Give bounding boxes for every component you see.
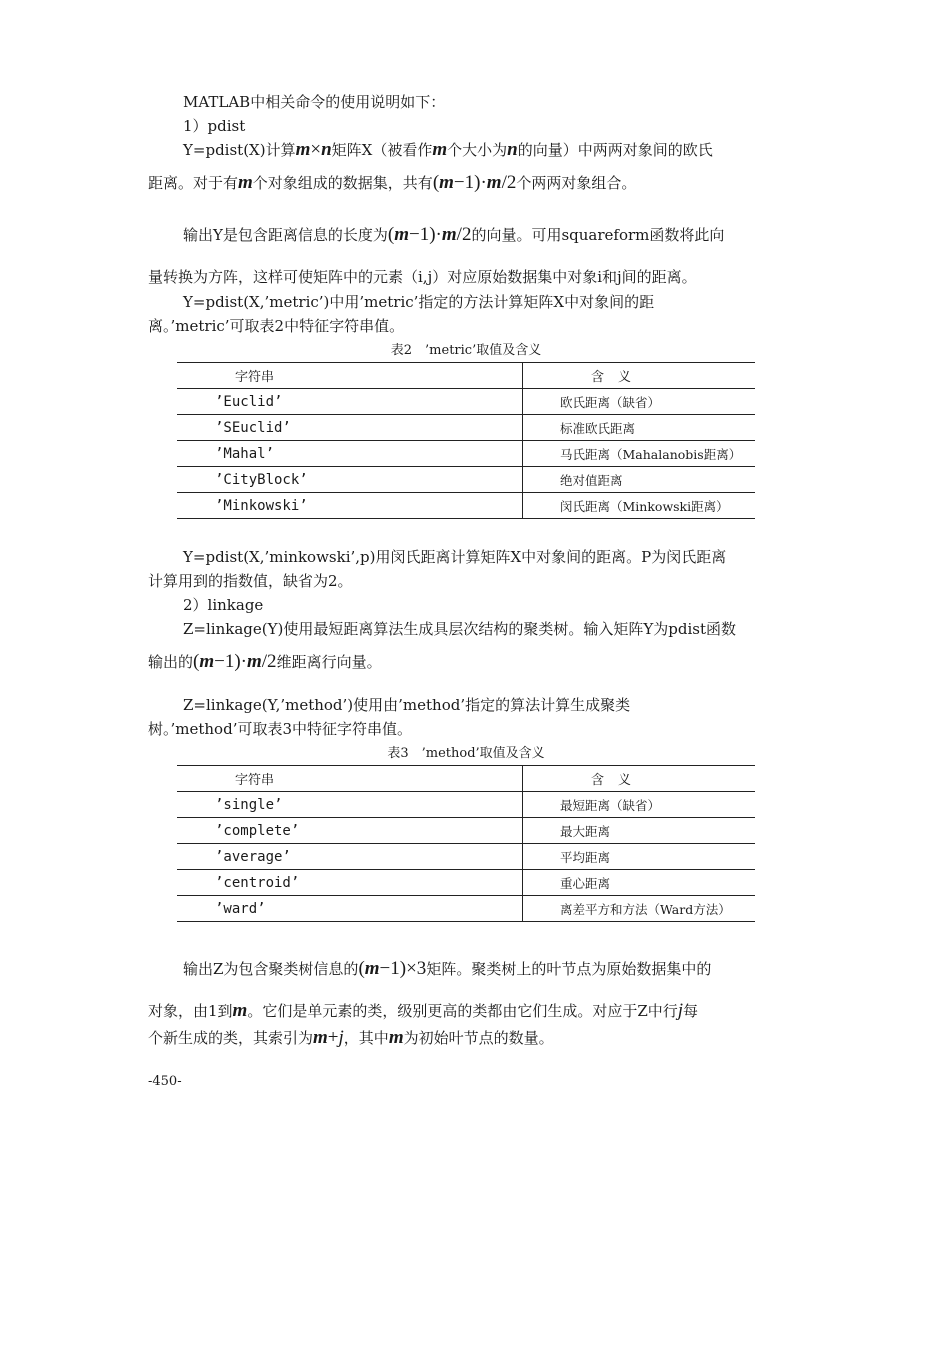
page-number: -450- bbox=[148, 1074, 182, 1089]
table2-caption: 表2 ’metric’取值及含义 bbox=[390, 343, 542, 358]
table-row bbox=[177, 896, 755, 922]
table-row bbox=[177, 389, 755, 415]
pdist-paragraph-line: Y=pdist(X)计算m×n矩阵X（被看作m个大小为n的向量）中两两对象间的欧氏 bbox=[183, 139, 713, 160]
table3 bbox=[177, 765, 755, 922]
linkage-paragraph-line: 树。’method’可取表3中特征字符串值。 bbox=[148, 720, 413, 738]
table-cell: ’Euclid’ bbox=[177, 389, 523, 415]
table-header-cell: 含义 bbox=[523, 363, 756, 389]
pdist-paragraph-line: 距离。对于有m个对象组成的数据集，共有(m−1)·m/2个两两对象组合。 bbox=[148, 172, 637, 193]
minkowski-paragraph-line: Y=pdist(X,’minkowski’,p)用闵氏距离计算矩阵X中对象间的距离。P为闵氏距离 bbox=[183, 548, 727, 566]
table-cell: ’average’ bbox=[177, 844, 523, 870]
table2 bbox=[177, 362, 755, 519]
pdist-paragraph-line: 离。’metric’可取表2中特征字符串值。 bbox=[148, 317, 405, 335]
table3-caption: 表3 ’method’取值及含义 bbox=[387, 746, 545, 761]
intro-text: MATLAB中相关命令的使用说明如下： bbox=[183, 93, 446, 111]
document-page bbox=[148, 90, 784, 1094]
section-heading-pdist: 1）pdist bbox=[183, 117, 246, 135]
table-row bbox=[177, 493, 755, 519]
table-cell: 马氏距离（Mahalanobis距离） bbox=[523, 441, 756, 467]
table-cell: 欧氏距离（缺省） bbox=[523, 389, 756, 415]
table-header-cell: 字符串 bbox=[177, 766, 523, 792]
output-paragraph-line: 输出Z为包含聚类树信息的(m−1)×3矩阵。聚类树上的叶节点为原始数据集中的 bbox=[183, 958, 712, 979]
table-row bbox=[177, 844, 755, 870]
table-header-row bbox=[177, 363, 755, 389]
table-row bbox=[177, 870, 755, 896]
table-cell: 离差平方和方法（Ward方法） bbox=[523, 896, 756, 922]
table-cell: 最短距离（缺省） bbox=[523, 792, 756, 818]
table-row bbox=[177, 467, 755, 493]
table-cell: ’Mahal’ bbox=[177, 441, 523, 467]
minkowski-paragraph-line: 计算用到的指数值，缺省为2。 bbox=[148, 572, 353, 590]
table-header-cell: 字符串 bbox=[177, 363, 523, 389]
table-header-cell: 含义 bbox=[523, 766, 756, 792]
table-cell: 平均距离 bbox=[523, 844, 756, 870]
table-cell: 标准欧氏距离 bbox=[523, 415, 756, 441]
pdist-paragraph-line: Y=pdist(X,’metric’)中用’metric’指定的方法计算矩阵X中对象间的距 bbox=[183, 293, 655, 311]
table-row bbox=[177, 441, 755, 467]
table-cell: ’Minkowski’ bbox=[177, 493, 523, 519]
table-cell: ’centroid’ bbox=[177, 870, 523, 896]
linkage-paragraph-line: Z=linkage(Y,’method’)使用由’method’指定的算法计算生成聚类 bbox=[183, 696, 631, 714]
table-cell: ’SEuclid’ bbox=[177, 415, 523, 441]
output-paragraph-line: 个新生成的类，其索引为m+j，其中m为初始叶节点的数量。 bbox=[148, 1027, 554, 1048]
table-cell: 最大距离 bbox=[523, 818, 756, 844]
linkage-paragraph-line: Z=linkage(Y)使用最短距离算法生成具层次结构的聚类树。输入矩阵Y为pdist函数 bbox=[183, 620, 736, 638]
table-cell: 绝对值距离 bbox=[523, 467, 756, 493]
section-heading-linkage: 2）linkage bbox=[183, 596, 264, 614]
table-cell: ’single’ bbox=[177, 792, 523, 818]
table-header-row bbox=[177, 766, 755, 792]
table-cell: ’CityBlock’ bbox=[177, 467, 523, 493]
table-cell: 重心距离 bbox=[523, 870, 756, 896]
table-row bbox=[177, 818, 755, 844]
table-cell: ’ward’ bbox=[177, 896, 523, 922]
pdist-paragraph-line: 量转换为方阵，这样可使矩阵中的元素（i,j）对应原始数据集中对象i和j间的距离。 bbox=[148, 268, 697, 286]
output-paragraph-line: 对象，由1到m。它们是单元素的类，级别更高的类都由它们生成。对应于Z中行j每 bbox=[148, 1000, 699, 1021]
table-cell: 闵氏距离（Minkowski距离） bbox=[523, 493, 756, 519]
table-row bbox=[177, 415, 755, 441]
table-cell: ’complete’ bbox=[177, 818, 523, 844]
pdist-paragraph-line: 输出Y是包含距离信息的长度为(m−1)·m/2的向量。可用squareform函数将此向 bbox=[183, 224, 725, 245]
linkage-paragraph-line: 输出的(m−1)·m/2维距离行向量。 bbox=[148, 651, 382, 672]
table-row bbox=[177, 792, 755, 818]
